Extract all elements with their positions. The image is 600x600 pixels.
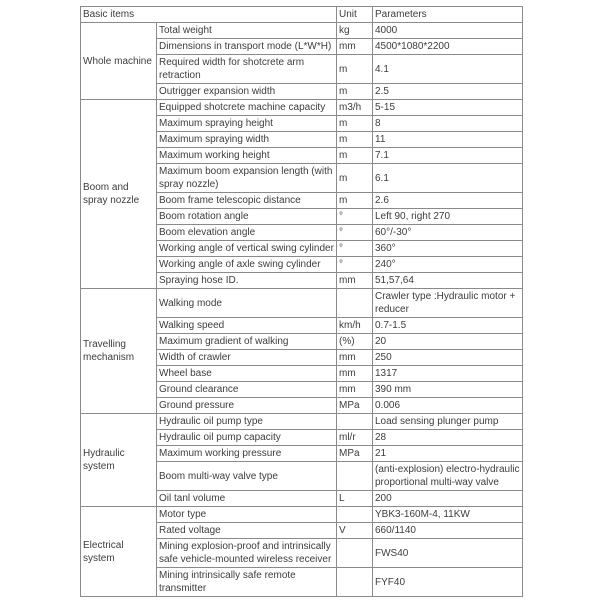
header-row	[81, 7, 523, 23]
category-cell-travelling-mechanism: Travelling mechanism	[81, 289, 157, 414]
item-cell: Oil tanl volume	[157, 491, 337, 507]
item-cell: Width of crawler	[157, 350, 337, 366]
spec-row	[81, 23, 523, 39]
param-cell: 51,57,64	[373, 273, 523, 289]
header-basic-items: Basic items	[81, 7, 337, 23]
spec-row	[81, 289, 523, 318]
param-cell: 21	[373, 446, 523, 462]
unit-cell	[337, 289, 373, 318]
unit-cell: m	[337, 193, 373, 209]
param-cell: FYF40	[373, 568, 523, 597]
unit-cell: °	[337, 225, 373, 241]
param-cell: Crawler type :Hydraulic motor + reducer	[373, 289, 523, 318]
unit-cell: L	[337, 491, 373, 507]
item-cell: Maximum spraying width	[157, 132, 337, 148]
unit-cell: m	[337, 148, 373, 164]
item-cell: Outrigger expansion width	[157, 84, 337, 100]
unit-cell: mm	[337, 39, 373, 55]
unit-cell: mm	[337, 366, 373, 382]
param-cell: 2.5	[373, 84, 523, 100]
item-cell: Boom frame telescopic distance	[157, 193, 337, 209]
item-cell: Mining intrinsically safe remote transmitter	[157, 568, 337, 597]
category-cell-boom-and-spray-nozzle: Boom and spray nozzle	[81, 100, 157, 289]
item-cell: Ground pressure	[157, 398, 337, 414]
unit-cell	[337, 414, 373, 430]
unit-cell: °	[337, 257, 373, 273]
unit-cell: m	[337, 164, 373, 193]
item-cell: Walking speed	[157, 318, 337, 334]
item-cell: Mining explosion-proof and intrinsically safe vehicle-mounted wireless receiver	[157, 539, 337, 568]
param-cell: 4.1	[373, 55, 523, 84]
param-cell: 1317	[373, 366, 523, 382]
category-cell-electrical-system: Electrical system	[81, 507, 157, 597]
param-cell: Left 90, right 270	[373, 209, 523, 225]
unit-cell: °	[337, 209, 373, 225]
param-cell: 5-15	[373, 100, 523, 116]
unit-cell: kg	[337, 23, 373, 39]
unit-cell: MPa	[337, 446, 373, 462]
unit-cell: mm	[337, 273, 373, 289]
unit-cell: ml/r	[337, 430, 373, 446]
unit-cell: m	[337, 55, 373, 84]
param-cell: 11	[373, 132, 523, 148]
item-cell: Required width for shotcrete arm retraction	[157, 55, 337, 84]
unit-cell: MPa	[337, 398, 373, 414]
item-cell: Walking mode	[157, 289, 337, 318]
item-cell: Wheel base	[157, 366, 337, 382]
param-cell: 60°/-30°	[373, 225, 523, 241]
spec-row	[81, 507, 523, 523]
param-cell: 240°	[373, 257, 523, 273]
item-cell: Hydraulic oil pump type	[157, 414, 337, 430]
spec-table	[80, 6, 523, 597]
unit-cell: m	[337, 116, 373, 132]
param-cell: 250	[373, 350, 523, 366]
spec-row	[81, 100, 523, 116]
unit-cell: km/h	[337, 318, 373, 334]
item-cell: Maximum boom expansion length (with spray nozzle)	[157, 164, 337, 193]
param-cell: 7.1	[373, 148, 523, 164]
spec-table-container	[80, 6, 523, 597]
unit-cell	[337, 507, 373, 523]
param-cell: 200	[373, 491, 523, 507]
unit-cell: °	[337, 241, 373, 257]
unit-cell	[337, 568, 373, 597]
item-cell: Boom multi-way valve type	[157, 462, 337, 491]
param-cell: 660/1140	[373, 523, 523, 539]
item-cell: Dimensions in transport mode (L*W*H)	[157, 39, 337, 55]
param-cell: YBK3-160M-4, 11KW	[373, 507, 523, 523]
unit-cell: (%)	[337, 334, 373, 350]
param-cell: 8	[373, 116, 523, 132]
param-cell: 0.006	[373, 398, 523, 414]
unit-cell: m	[337, 132, 373, 148]
item-cell: Equipped shotcrete machine capacity	[157, 100, 337, 116]
item-cell: Maximum spraying height	[157, 116, 337, 132]
item-cell: Boom elevation angle	[157, 225, 337, 241]
spec-row	[81, 414, 523, 430]
param-cell: 20	[373, 334, 523, 350]
param-cell: 4000	[373, 23, 523, 39]
unit-cell: mm	[337, 350, 373, 366]
item-cell: Total weight	[157, 23, 337, 39]
item-cell: Rated voltage	[157, 523, 337, 539]
unit-cell: mm	[337, 382, 373, 398]
item-cell: Working angle of axle swing cylinder	[157, 257, 337, 273]
unit-cell: m	[337, 84, 373, 100]
param-cell: 28	[373, 430, 523, 446]
unit-cell: m3/h	[337, 100, 373, 116]
item-cell: Working angle of vertical swing cylinder	[157, 241, 337, 257]
item-cell: Maximum working height	[157, 148, 337, 164]
unit-cell: V	[337, 523, 373, 539]
param-cell: Load sensing plunger pump	[373, 414, 523, 430]
param-cell: 0.7-1.5	[373, 318, 523, 334]
category-cell-hydraulic-system: Hydraulic system	[81, 414, 157, 507]
param-cell: 390 mm	[373, 382, 523, 398]
item-cell: Boom rotation angle	[157, 209, 337, 225]
unit-cell	[337, 462, 373, 491]
unit-cell	[337, 539, 373, 568]
item-cell: Ground clearance	[157, 382, 337, 398]
header-unit: Unit	[337, 7, 373, 23]
item-cell: Motor type	[157, 507, 337, 523]
param-cell: 2.6	[373, 193, 523, 209]
param-cell: 6.1	[373, 164, 523, 193]
item-cell: Spraying hose ID.	[157, 273, 337, 289]
param-cell: FWS40	[373, 539, 523, 568]
header-parameters: Parameters	[373, 7, 523, 23]
category-cell-whole-machine: Whole machine	[81, 23, 157, 100]
param-cell: 360°	[373, 241, 523, 257]
item-cell: Maximum gradient of walking	[157, 334, 337, 350]
param-cell: (anti-explosion) electro-hydraulic proportional multi-way valve	[373, 462, 523, 491]
item-cell: Hydraulic oil pump capacity	[157, 430, 337, 446]
param-cell: 4500*1080*2200	[373, 39, 523, 55]
item-cell: Maximum working pressure	[157, 446, 337, 462]
